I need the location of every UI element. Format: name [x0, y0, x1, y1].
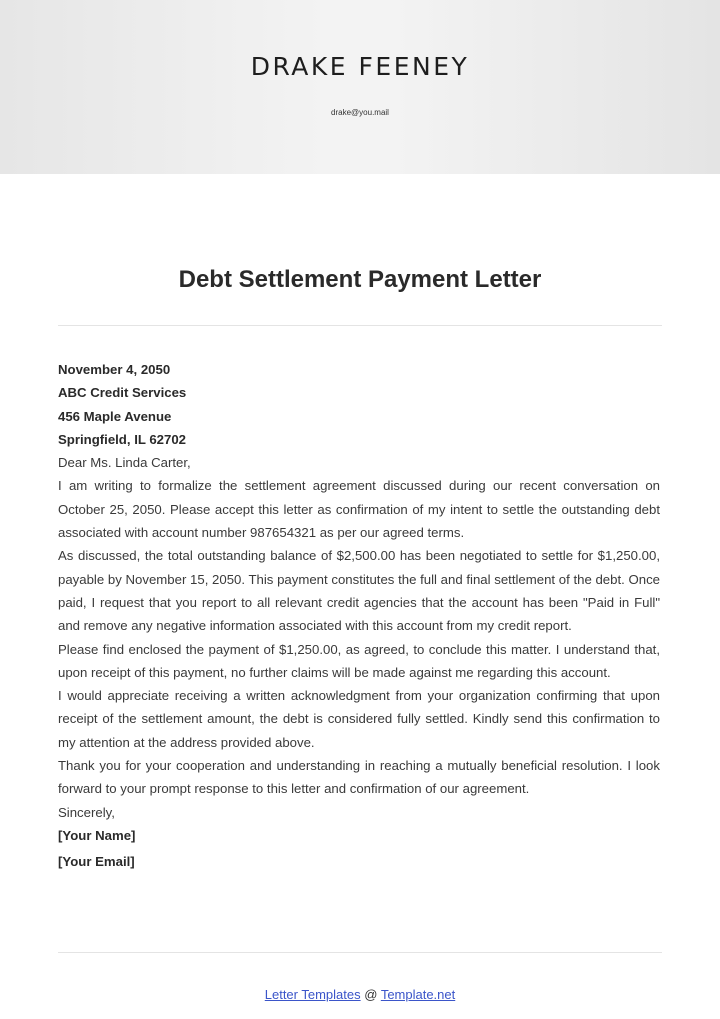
bottom-divider — [58, 952, 662, 953]
signature-email: [Your Email] — [58, 854, 135, 870]
letterhead-banner — [0, 0, 720, 174]
paragraph-2: As discussed, the total outstanding balance of $2,500.00 has been negotiated to settle for $1,250.00, payable by November 15, 2050. This payment constitutes the full and final settlement of the debt. Once paid, I request that you report to all relevant credit agencies that the account has been "Paid in Full" and remove any negative information associated with this account from my credit report. — [58, 548, 660, 634]
footer-credit — [0, 987, 720, 1002]
letter-body — [58, 358, 660, 874]
letter-date: November 4, 2050 — [58, 362, 171, 377]
document-title: Debt Settlement Payment Letter — [178, 266, 542, 293]
paragraph-5: Thank you for your cooperation and understanding in reaching a mutually beneficial resolution. I look forward to your prompt response to this letter and confirmation of our agreement. — [58, 758, 660, 797]
letter-templates-link[interactable]: Letter Templates — [264, 987, 361, 1002]
paragraph-4: I would appreciate receiving a written acknowledgment from your organization confirming that upon receipt of the settlement amount, the debt is considered fully settled. Kindly send this confirmation to my attention at the address provided above. — [58, 688, 660, 750]
paragraph-1: I am writing to formalize the settlement agreement discussed during our recent conversation on October 25, 2050. Please accept this letter as confirmation of my intent to settle the outstanding debt associated with account number 987654321 as per our agreed terms. — [58, 478, 660, 541]
sender-name: DRAKE FEENEY — [250, 52, 470, 81]
footer-separator: @ — [360, 987, 381, 1002]
paragraph-3: Please find enclosed the payment of $1,250.00, as agreed, to conclude this matter. I understand that, upon receipt of this payment, no further claims will be made against me regarding this account. — [58, 641, 660, 680]
recipient-city: Springfield, IL 62702 — [58, 431, 187, 447]
recipient-street: 456 Maple Avenue — [58, 408, 172, 424]
signature-name: [Your Name] — [58, 827, 136, 843]
sender-email: drake@you.mail — [331, 108, 389, 117]
top-divider — [58, 325, 662, 326]
template-net-link[interactable]: Template.net — [380, 987, 456, 1002]
closing: Sincerely, — [58, 804, 115, 820]
recipient-company: ABC Credit Services — [58, 385, 187, 401]
salutation: Dear Ms. Linda Carter, — [58, 455, 191, 471]
